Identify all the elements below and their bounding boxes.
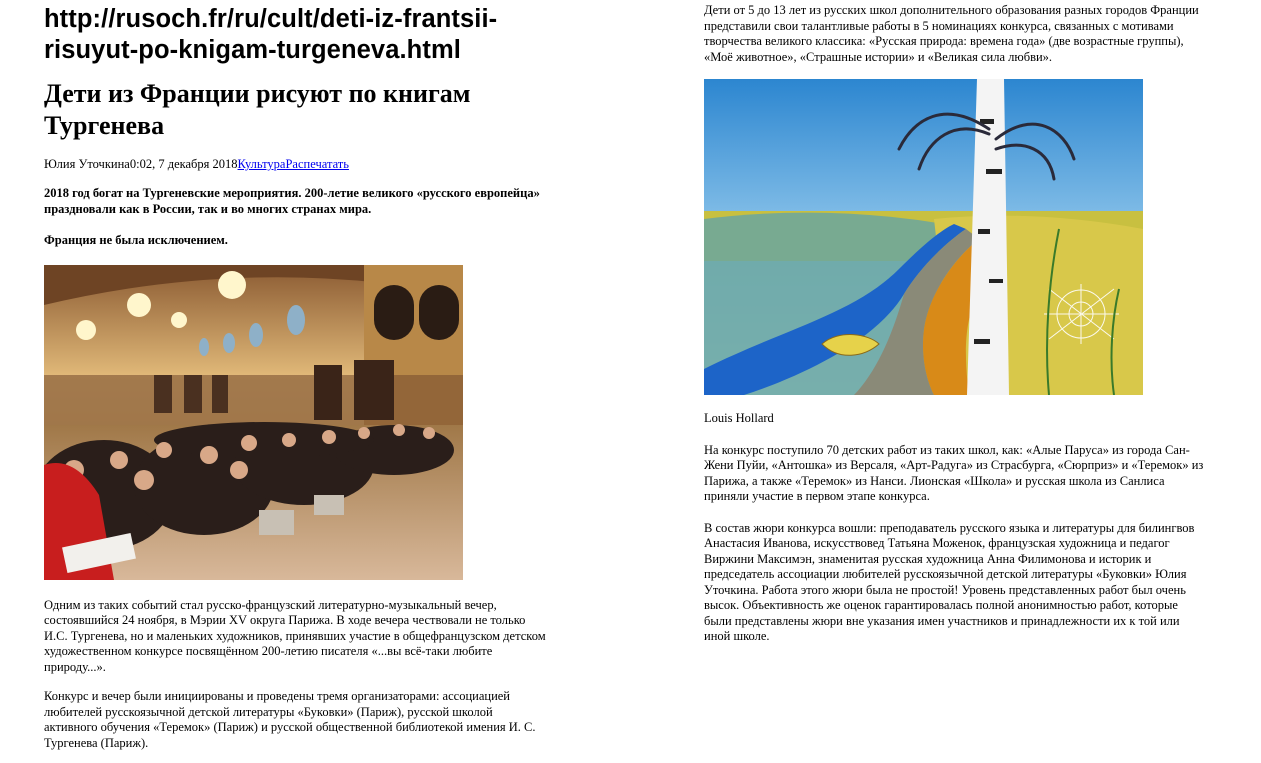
lead-paragraph: 2018 год богат на Тургеневские мероприятия. 200-летие великого «русского европейца» праздновали как в России, так и во многих странах мира. <box>44 186 540 216</box>
paragraph-4: На конкурс поступило 70 детских работ из таких школ, как: «Алые Паруса» из города Сан-Жени Пуйи, «Антошка» из Версаля, «Арт-Радуга» из Страсбурга, «Сюрприз» и «Теремок» из Парижа, а также «Теремок» из Нанси. Лионская «Школа» и русская школа из Санлиса приняли участие в первом этапе конкурса. <box>704 442 1204 503</box>
publish-date: 0:02, 7 декабря 2018 <box>129 157 238 171</box>
lead-paragraph-2: Франция не была исключением. <box>44 233 228 247</box>
image-caption: Louis Hollard <box>704 411 774 425</box>
print-link[interactable]: Распечатать <box>285 157 349 171</box>
children-drawing-image <box>704 79 1143 395</box>
paragraph-3: Дети от 5 до 13 лет из русских школ дополнительного образования разных городов Франции представили свои талантливые работы в 5 номинациях конкурса, связанных с мотивами творчества великого классика: «Русская природа: времена года» (две возрастные группы), «Моё животное», «Страшные истории» и «Великая сила любви». <box>704 3 1199 64</box>
event-hall-photo <box>44 265 463 580</box>
right-column <box>704 0 1204 645</box>
category-link[interactable]: Культура <box>237 157 286 171</box>
author-name: Юлия Уточкина <box>44 157 130 171</box>
article-title: Дети из Франции рисуют по книгам Тургенева <box>44 79 471 140</box>
left-column <box>44 0 549 751</box>
paragraph-2: Конкурс и вечер были инициированы и проведены тремя организаторами: ассоциацией любителей русскоязычной детской литературы «Буковки» (Париж), русской школой активного обучения «Теремок» (Париж) и русской общественной библиотекой имения И. С. Тургенева (Париж). <box>44 689 536 750</box>
page-url: http://rusoch.fr/ru/cult/deti-iz-frantsii-risuyut-po-knigam-turgeneva.html <box>44 5 498 64</box>
paragraph-1: Одним из таких событий стал русско-французский литературно-музыкальный вечер, состоявшийся 24 ноября, в Мэрии XV округа Парижа. В ходе вечера чествовали не только И.С. Тургенева, но и маленьких художников, принявших участие в общефранцузском детском художественном конкурсе посвящённом 200-летию писателя «...вы всё-таки любите природу...». <box>44 597 546 674</box>
article-meta <box>44 156 549 172</box>
paragraph-5: В состав жюри конкурса вошли: преподаватель русского языка и литературы для билингвов Анастасия Иванова, искусствовед Татьяна Моженок, французская художница и педагог Виржини Максимэн, знаменитая русская художница Анна Филимонова и историк и председатель ассоциации любителей русскоязычной детской литературы «Буковки» Юлия Уточкина. Работа этого жюри была не простой! Уровень представленных работ был очень высок. Объективность же оценок гарантировалась полной анонимностью работ, которые были представлены жюри вне указания имен участников и принадлежности их к той или иной школе. <box>704 520 1195 643</box>
